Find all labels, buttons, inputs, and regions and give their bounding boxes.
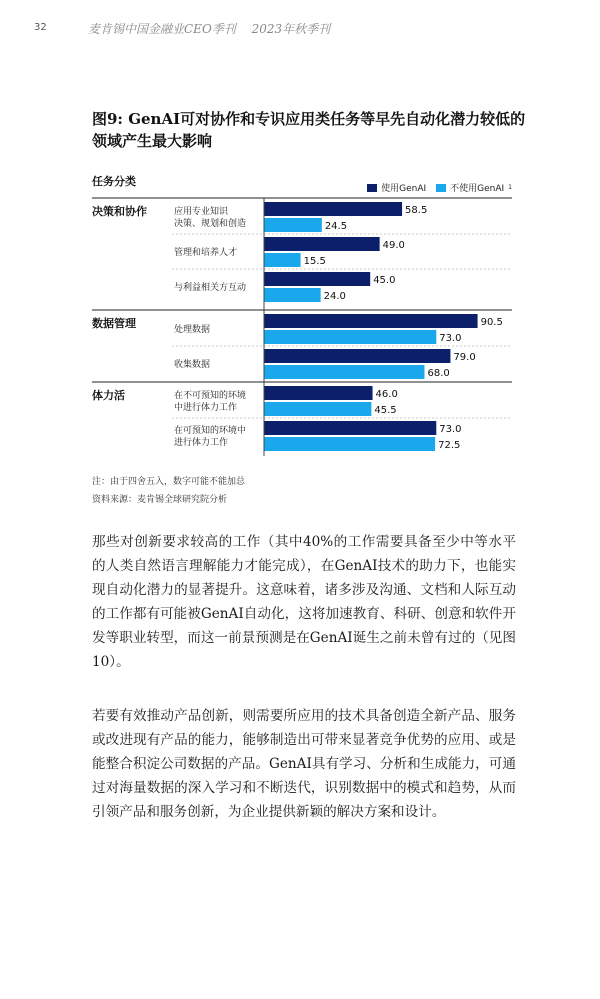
bar-without-genai	[264, 218, 322, 232]
legend-footnote-mark: 1	[508, 184, 512, 191]
legend-label-used: 使用GenAI	[381, 184, 427, 194]
group-label: 决策和协作	[92, 205, 147, 218]
task-label: 管理和培养人才	[174, 248, 238, 258]
task-label: 决策、规划和创造	[174, 219, 247, 229]
task-label: 收集数据	[174, 360, 211, 370]
publication-title: 麦肯锡中国金融业CEO季刊 2023年秋季刊	[88, 22, 331, 36]
bar-chart	[0, 168, 600, 468]
bar-without-genai	[264, 365, 424, 379]
task-label: 进行体力工作	[174, 438, 229, 448]
value-label-without-genai: 24.5	[324, 221, 348, 232]
value-label-without-genai: 45.5	[374, 405, 397, 416]
task-label: 中进行体力工作	[174, 403, 238, 413]
value-label-without-genai: 73.0	[439, 333, 462, 344]
value-label-with-genai: 45.0	[373, 275, 396, 286]
task-label: 处理数据	[174, 325, 211, 335]
value-label-with-genai: 79.0	[453, 352, 476, 363]
figure-note: 注：由于四舍五入，数字可能不能加总	[92, 477, 246, 487]
value-label-with-genai: 73.0	[439, 424, 462, 435]
value-label-with-genai: 58.5	[405, 205, 428, 216]
value-label-without-genai: 68.0	[427, 368, 450, 379]
task-label: 在可预知的环境中	[174, 426, 247, 436]
value-label-with-genai: 49.0	[382, 240, 405, 251]
body-paragraph-2: 若要有效推动产品创新，则需要所应用的技术具备创造全新产品、服务或改进现有产品的能力，能够制造出可带来显著竞争优势的应用、或是能整合积淀公司数据的产品。GenAI具有学习、分析和生成能力，可通过对海量数据的深入学习和不断迭代，识别数据中的模式和趋势，从而引领产品和服务创新，为企业提供新颖的解决方案和设计。	[92, 708, 516, 820]
bar-with-genai	[264, 421, 436, 435]
group-label: 体力活	[92, 389, 125, 402]
value-label-without-genai: 24.0	[323, 291, 346, 302]
bar-with-genai	[264, 386, 373, 400]
figure-title: 图9: GenAI可对协作和专识应用类任务等早先自动化潜力较低的领域产生最大影响	[92, 110, 526, 150]
page-number: 32	[34, 22, 47, 33]
bar-with-genai	[264, 314, 478, 328]
body-paragraph-1: 那些对创新要求较高的工作（其中40%的工作需要具备至少中等水平的人类自然语言理解能力才能完成），在GenAI技术的助力下，也能实现自动化潜力的显著提升。这意味着，诸多涉及沟通、文档和人际互动的工作都有可能被GenAI自动化，这将加速教育、科研、创意和软件开发等职业转型，而这一前景预测是在GenAI诞生之前未曾有过的（见图10）。	[92, 534, 516, 670]
group-label: 数据管理	[92, 317, 136, 330]
task-label: 应用专业知识	[174, 207, 229, 217]
category-axis-label: 任务分类	[92, 175, 136, 188]
figure-source: 资料来源：麦肯锡全球研究院分析	[92, 495, 228, 505]
bar-without-genai	[264, 288, 321, 302]
bar-without-genai	[264, 437, 435, 451]
task-label: 在不可预知的环境	[174, 391, 247, 401]
bar-with-genai	[264, 272, 370, 286]
bar-without-genai	[264, 253, 301, 267]
bar-without-genai	[264, 402, 371, 416]
bar-with-genai	[264, 237, 380, 251]
value-label-without-genai: 15.5	[303, 256, 326, 267]
value-label-with-genai: 90.5	[480, 317, 503, 328]
task-label: 与利益相关方互动	[174, 283, 247, 293]
value-label-with-genai: 46.0	[375, 389, 398, 400]
legend-label-not-used: 不使用GenAI	[450, 184, 505, 194]
bar-with-genai	[264, 202, 402, 216]
value-label-without-genai: 72.5	[438, 440, 461, 451]
bar-with-genai	[264, 349, 450, 363]
bar-without-genai	[264, 330, 436, 344]
